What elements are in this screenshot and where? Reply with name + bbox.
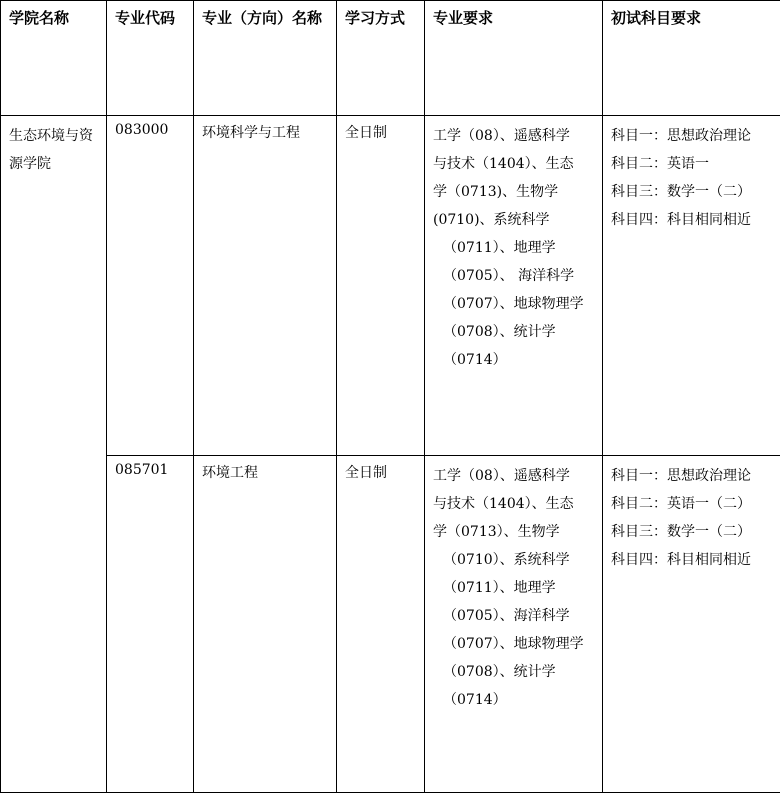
requirement-line: （0707）、地球物理学 [443,296,584,312]
code-cell: 083000 [107,116,194,456]
header-code: 专业代码 [107,1,194,116]
requirement-line: （0708）、统计学 [443,664,556,680]
exam-line: 科目二：英语一 [611,156,709,172]
requirement-line: （0705）、 海洋科学 [443,268,575,284]
exam-line: 科目一：思想政治理论 [611,128,751,144]
exam-line: 科目一：思想政治理论 [611,468,751,484]
requirement-line: 学（0713）、生物学 [433,524,560,540]
requirement-line: （0711）、地理学 [443,580,556,596]
exam-line: 科目三：数学一（二） [611,184,751,200]
requirement-line: 工学（08）、遥感科学 [433,468,570,484]
header-requirement: 专业要求 [425,1,603,116]
exam-line: 科目三：数学一（二） [611,524,751,540]
requirement-line: (0710)、系统科学 [433,212,550,228]
exam-line: 科目二：英语一（二） [611,496,751,512]
code-cell: 085701 [107,456,194,793]
table-header-row [1,1,780,116]
major-cell: 环境科学与工程 [194,116,337,456]
requirement-cell [425,456,603,793]
exam-cell [603,456,780,793]
exam-line: 科目四：科目相同相近 [611,552,751,568]
requirement-line: 工学（08）、遥感科学 [433,128,570,144]
header-exam: 初试科目要求 [603,1,780,116]
header-mode: 学习方式 [337,1,425,116]
mode-cell: 全日制 [337,116,425,456]
header-college: 学院名称 [1,1,107,116]
mode-cell: 全日制 [337,456,425,793]
table-row [1,116,780,456]
requirement-line: 与技术（1404）、生态 [433,156,574,172]
requirement-line: 学（0713)、生物学 [433,184,559,200]
requirement-cell [425,116,603,456]
exam-line: 科目四：科目相同相近 [611,212,751,228]
header-major: 专业（方向）名称 [194,1,337,116]
requirement-line: （0707）、地球物理学 [443,636,584,652]
major-cell: 环境工程 [194,456,337,793]
requirement-line: 与技术（1404）、生态 [433,496,574,512]
requirement-line: （0710）、系统科学 [443,552,570,568]
exam-cell [603,116,780,456]
table-row [1,456,780,793]
requirement-line: （0711）、地理学 [443,240,556,256]
requirement-line: （0714） [443,692,507,708]
college-cell: 生态环境与资源学院 [1,116,107,793]
requirement-line: （0708）、统计学 [443,324,556,340]
requirement-line: （0705）、海洋科学 [443,608,570,624]
requirement-line: （0714） [443,352,507,368]
